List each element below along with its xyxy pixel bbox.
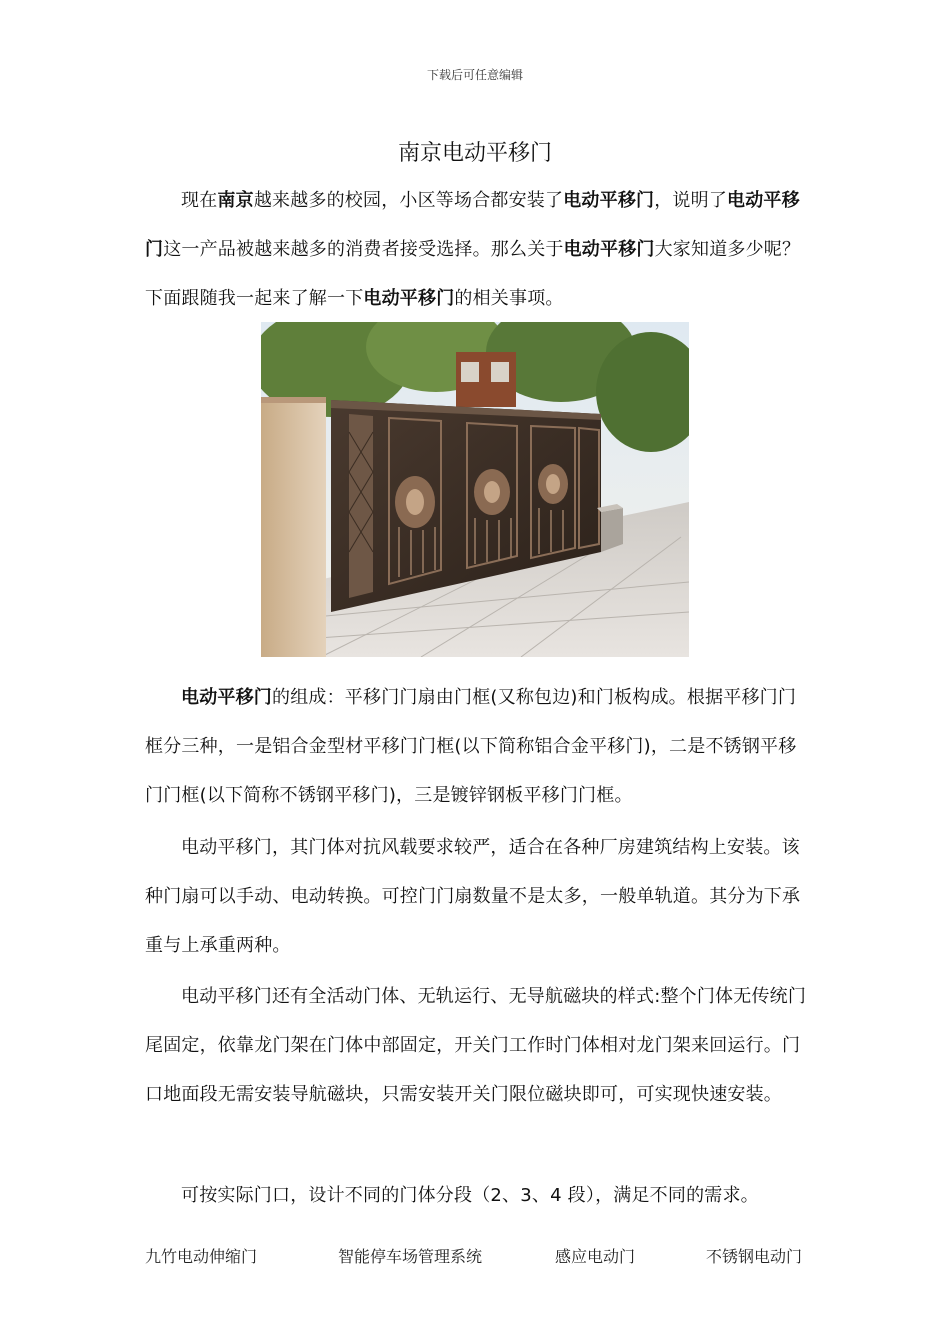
composition-paragraph bbox=[145, 673, 810, 820]
bold-keyword: 电动平移门 bbox=[563, 239, 655, 260]
footer-link-induction-door[interactable]: 感应电动门 bbox=[555, 1247, 636, 1266]
wind-load-paragraph: 电动平移门，其门体对抗风载要求较严，适合在各种厂房建筑结构上安装。该种门扇可以手动、电动转换。可控门门扇数量不是太多，一般单轨道。其分为下承重与上承重两种。 bbox=[145, 837, 801, 956]
text-run: ，说明了 bbox=[654, 190, 728, 211]
bold-keyword: 电动平移门 bbox=[145, 190, 800, 260]
bold-keyword: 电动平移门 bbox=[363, 288, 455, 309]
footer-link-telescopic-gate[interactable]: 九竹电动伸缩门 bbox=[145, 1247, 258, 1266]
bold-keyword: 南京 bbox=[217, 190, 254, 211]
text-run: 大家知道多少呢？下面跟随我一起来了解一下 bbox=[145, 239, 801, 309]
text-run: 现在 bbox=[181, 190, 218, 211]
bold-keyword: 电动平移门 bbox=[563, 190, 655, 211]
header-note: 下载后可任意编辑 bbox=[426, 68, 523, 82]
footer-link-stainless-gate[interactable]: 不锈钢电动门 bbox=[706, 1247, 803, 1266]
bold-keyword: 电动平移门 bbox=[181, 687, 272, 708]
footer-link-parking-system[interactable]: 智能停车场管理系统 bbox=[338, 1247, 483, 1266]
text-run: 的组成：平移门门扇由门框(又称包边)和门板构成。根据平移门门框分三种，一是铝合金型材平移门门框(以下简称铝合金平移门)，二是不锈钢平移门门框(以下简称不锈钢平移门)，三是镀锌钢板平移门门框。 bbox=[145, 687, 797, 806]
sliding-gate-photo bbox=[261, 322, 689, 657]
text-run: 越来越多的校园，小区等场合都安装了 bbox=[253, 190, 564, 211]
intro-paragraph bbox=[145, 176, 810, 323]
page-title: 南京电动平移门 bbox=[397, 141, 552, 166]
trackless-style-paragraph: 电动平移门还有全活动门体、无轨运行、无导航磁块的样式:整个门体无传统门尾固定，依靠龙门架在门体中部固定，开关门工作时门体相对龙门架来回运行。门口地面段无需安装导航磁块，只需安装开关门限位磁块即可，可实现快速安装。 bbox=[145, 986, 807, 1105]
segments-paragraph: 可按实际门口，设计不同的门体分段（2、3、4 段），满足不同的需求。 bbox=[181, 1185, 759, 1206]
footer-links bbox=[145, 1244, 810, 1268]
text-run: 这一产品被越来越多的消费者接受选择。那么关于 bbox=[163, 239, 564, 260]
text-run: 的相关事项。 bbox=[454, 288, 564, 309]
